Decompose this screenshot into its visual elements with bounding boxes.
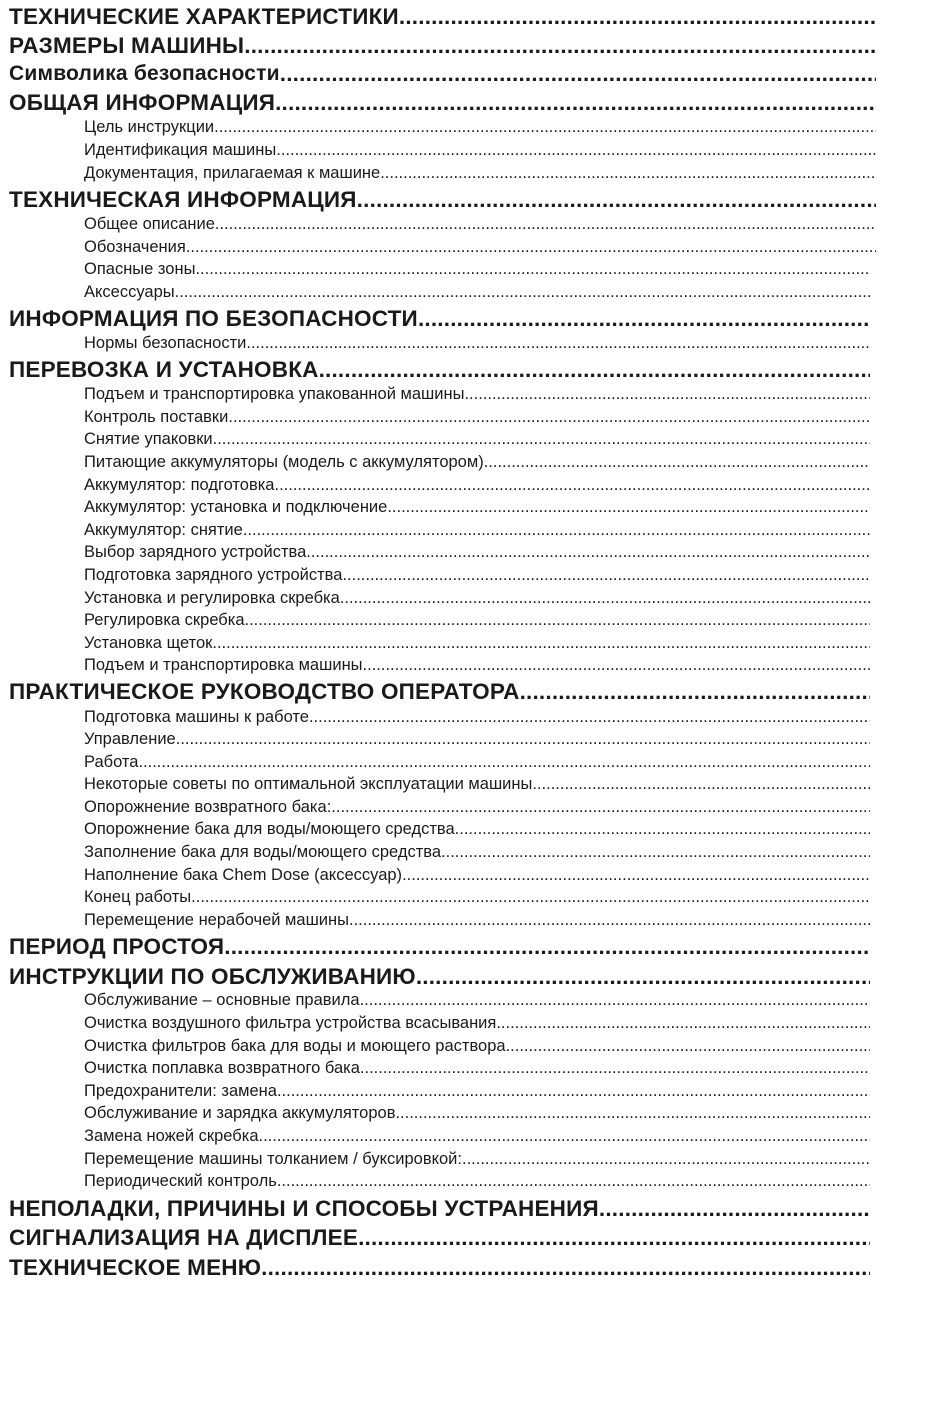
dot-leader xyxy=(357,186,876,214)
toc-section-heading xyxy=(9,32,876,60)
toc-heading-label: ПЕРЕВОЗКА И УСТАНОВКА xyxy=(9,357,319,382)
toc-entry-label: Опорожнение возвратного бака: xyxy=(84,798,332,816)
toc-subsection-entry xyxy=(84,654,870,676)
toc-subsection-entry xyxy=(84,1057,870,1079)
dot-leader xyxy=(416,963,870,991)
dot-leader xyxy=(244,32,876,60)
dot-leader xyxy=(309,706,870,728)
dot-leader xyxy=(360,1057,870,1079)
toc-section-heading xyxy=(9,1195,870,1223)
dot-leader xyxy=(418,305,870,333)
dot-leader xyxy=(484,451,870,473)
toc-entry-label: Перемещение машины толканием / буксировкой: xyxy=(84,1150,462,1168)
toc-subsection-entry xyxy=(84,864,870,886)
toc-subsection-entry xyxy=(84,281,870,303)
dot-leader xyxy=(358,1224,870,1252)
toc-subsection-entry xyxy=(84,406,870,428)
toc-section-heading xyxy=(9,60,876,88)
toc-section-heading xyxy=(9,1224,870,1252)
toc-heading-label: ИНФОРМАЦИЯ ПО БЕЗОПАСНОСТИ xyxy=(9,306,418,331)
toc-subsection-entry xyxy=(84,162,876,184)
toc-entry-label: Аксессуары xyxy=(84,283,175,301)
toc-entry-label: Питающие аккумуляторы (модель с аккумулятором) xyxy=(84,453,484,471)
dot-leader xyxy=(215,213,876,235)
toc-subsection-entry xyxy=(84,519,870,541)
toc-subsection-entry xyxy=(84,496,870,518)
toc-subsection-entry xyxy=(84,1102,870,1124)
toc-heading-label: ПЕРИОД ПРОСТОЯ xyxy=(9,934,225,959)
toc-heading-label: ТЕХНИЧЕСКОЕ МЕНЮ xyxy=(9,1255,262,1280)
toc-entry-label: Выбор зарядного устройства xyxy=(84,543,307,561)
toc-entry-label: Обслуживание – основные правила xyxy=(84,991,360,1009)
toc-entry-label: Аккумулятор: установка и подключение xyxy=(84,498,388,516)
toc-entry-label: Управление xyxy=(84,730,176,748)
dot-leader xyxy=(363,654,870,676)
dot-leader xyxy=(277,1170,870,1192)
toc-subsection-entry xyxy=(84,1125,870,1147)
toc-subsection-entry xyxy=(84,609,870,631)
toc-subsection-entry xyxy=(84,1170,870,1192)
dot-leader xyxy=(380,162,876,184)
toc-heading-label: СИГНАЛИЗАЦИЯ НА ДИСПЛЕЕ xyxy=(9,1225,359,1250)
toc-entry-label: Подъем и транспортировка упакованной машины xyxy=(84,385,465,403)
dot-leader xyxy=(212,632,870,654)
dot-leader xyxy=(599,1195,870,1223)
toc-subsection-entry xyxy=(84,1012,870,1034)
toc-entry-label: Конец работы xyxy=(84,888,192,906)
dot-leader xyxy=(441,841,870,863)
dot-leader xyxy=(280,60,876,88)
dot-leader xyxy=(191,886,870,908)
dot-leader xyxy=(277,1080,870,1102)
toc-entry-label: Опасные зоны xyxy=(84,260,196,278)
dot-leader xyxy=(319,356,870,384)
toc-entry-label: Контроль поставки xyxy=(84,408,229,426)
toc-heading-label: РАЗМЕРЫ МАШИНЫ xyxy=(9,33,245,58)
toc-subsection-entry xyxy=(84,383,870,405)
toc-subsection-entry xyxy=(84,706,870,728)
dot-leader xyxy=(399,3,876,31)
toc-entry-label: Перемещение нерабочей машины xyxy=(84,911,349,929)
toc-section-heading xyxy=(9,963,870,991)
dot-leader xyxy=(462,1148,870,1170)
toc-entry-label: Подготовка машины к работе xyxy=(84,708,309,726)
toc-subsection-entry xyxy=(84,1148,870,1170)
toc-section-heading xyxy=(9,356,870,384)
toc-subsection-entry xyxy=(84,564,870,586)
toc-subsection-entry xyxy=(84,139,876,161)
toc-entry-label: Очистка воздушного фильтра устройства всасывания xyxy=(84,1014,497,1032)
toc-subsection-entry xyxy=(84,116,876,138)
toc-subsection-entry xyxy=(84,587,870,609)
toc-subsection-entry xyxy=(84,332,870,354)
toc-entry-label: Замена ножей скребка xyxy=(84,1127,259,1145)
toc-subsection-entry xyxy=(84,773,870,795)
toc-section-heading xyxy=(9,3,876,31)
dot-leader xyxy=(402,864,870,886)
toc-entry-label: Предохранители: замена xyxy=(84,1082,277,1100)
dot-leader xyxy=(506,1035,870,1057)
toc-entry-label: Цель инструкции xyxy=(84,118,215,136)
dot-leader xyxy=(455,818,870,840)
toc-section-heading xyxy=(9,678,870,706)
toc-entry-label: Установка щеток xyxy=(84,634,213,652)
dot-leader xyxy=(532,773,870,795)
toc-heading-label: Символика безопасности xyxy=(9,62,280,85)
toc-entry-label: Наполнение бака Chem Dose (аксессуар) xyxy=(84,866,403,884)
toc-entry-label: Установка и регулировка скребка xyxy=(84,589,340,607)
toc-entry-label: Опорожнение бака для воды/моющего средства xyxy=(84,820,455,838)
dot-leader xyxy=(275,89,876,117)
toc-entry-label: Аккумулятор: снятие xyxy=(84,521,243,539)
dot-leader xyxy=(214,116,876,138)
toc-subsection-entry xyxy=(84,541,870,563)
dot-leader xyxy=(195,258,870,280)
toc-entry-label: Регулировка скребка xyxy=(84,611,245,629)
toc-subsection-entry xyxy=(84,728,870,750)
dot-leader xyxy=(387,496,870,518)
toc-subsection-entry xyxy=(84,236,876,258)
dot-leader xyxy=(464,383,870,405)
toc-subsection-entry xyxy=(84,796,870,818)
toc-heading-label: ОБЩАЯ ИНФОРМАЦИЯ xyxy=(9,90,276,115)
dot-leader xyxy=(306,541,870,563)
dot-leader xyxy=(245,609,870,631)
toc-subsection-entry xyxy=(84,451,870,473)
toc-entry-label: Подготовка зарядного устройства xyxy=(84,566,343,584)
toc-entry-label: Периодический контроль xyxy=(84,1172,277,1190)
dot-leader xyxy=(213,428,870,450)
toc-entry-label: Документация, прилагаемая к машине xyxy=(84,164,381,182)
dot-leader xyxy=(138,751,870,773)
toc-entry-label: Нормы безопасности xyxy=(84,334,247,352)
toc-subsection-entry xyxy=(84,632,870,654)
toc-subsection-entry xyxy=(84,428,870,450)
toc-subsection-entry xyxy=(84,818,870,840)
toc-subsection-entry xyxy=(84,841,870,863)
toc-entry-label: Снятие упаковки xyxy=(84,430,213,448)
toc-subsection-entry xyxy=(84,989,870,1011)
toc-entry-label: Подъем и транспортировка машины xyxy=(84,656,363,674)
dot-leader xyxy=(360,989,870,1011)
toc-section-heading xyxy=(9,186,876,214)
toc-entry-label: Работа xyxy=(84,753,139,771)
toc-section-heading xyxy=(9,305,870,333)
dot-leader xyxy=(186,236,876,258)
toc-subsection-entry xyxy=(84,1080,870,1102)
toc-entry-label: Очистка фильтров бака для воды и моющего раствора xyxy=(84,1037,506,1055)
dot-leader xyxy=(349,909,870,931)
dot-leader xyxy=(395,1102,870,1124)
dot-leader xyxy=(175,281,870,303)
dot-leader xyxy=(340,587,870,609)
toc-subsection-entry xyxy=(84,213,876,235)
toc-subsection-entry xyxy=(84,1035,870,1057)
toc-subsection-entry xyxy=(84,474,870,496)
toc-subsection-entry xyxy=(84,258,870,280)
dot-leader xyxy=(261,1254,870,1282)
dot-leader xyxy=(228,406,870,428)
toc-heading-label: ИНСТРУКЦИИ ПО ОБСЛУЖИВАНИЮ xyxy=(9,964,416,989)
toc-subsection-entry xyxy=(84,909,870,931)
dot-leader xyxy=(243,519,870,541)
dot-leader xyxy=(520,678,870,706)
toc-entry-label: Обслуживание и зарядка аккумуляторов xyxy=(84,1104,396,1122)
dot-leader xyxy=(342,564,870,586)
toc-section-heading xyxy=(9,89,876,117)
toc-entry-label: Заполнение бака для воды/моющего средства xyxy=(84,843,442,861)
toc-entry-label: Некоторые советы по оптимальной эксплуатации машины xyxy=(84,775,533,793)
toc-heading-label: ТЕХНИЧЕСКАЯ ИНФОРМАЦИЯ xyxy=(9,187,357,212)
toc-heading-label: ТЕХНИЧЕСКИЕ ХАРАКТЕРИСТИКИ xyxy=(9,4,399,29)
toc-entry-label: Аккумулятор: подготовка xyxy=(84,476,275,494)
toc-heading-label: ПРАКТИЧЕСКОЕ РУКОВОДСТВО ОПЕРАТОРА xyxy=(9,679,520,704)
toc-subsection-entry xyxy=(84,886,870,908)
dot-leader xyxy=(274,474,870,496)
dot-leader xyxy=(276,139,876,161)
toc-entry-label: Обозначения xyxy=(84,238,186,256)
toc-section-heading xyxy=(9,933,870,961)
dot-leader xyxy=(259,1125,871,1147)
toc-entry-label: Идентификация машины xyxy=(84,141,277,159)
dot-leader xyxy=(496,1012,870,1034)
dot-leader xyxy=(331,796,870,818)
dot-leader xyxy=(246,332,870,354)
dot-leader xyxy=(176,728,870,750)
toc-entry-label: Общее описание xyxy=(84,215,215,233)
toc-subsection-entry xyxy=(84,751,870,773)
toc-entry-label: Очистка поплавка возвратного бака xyxy=(84,1059,360,1077)
toc-section-heading xyxy=(9,1254,870,1282)
dot-leader xyxy=(224,933,870,961)
toc-heading-label: НЕПОЛАДКИ, ПРИЧИНЫ И СПОСОБЫ УСТРАНЕНИЯ xyxy=(9,1196,599,1221)
